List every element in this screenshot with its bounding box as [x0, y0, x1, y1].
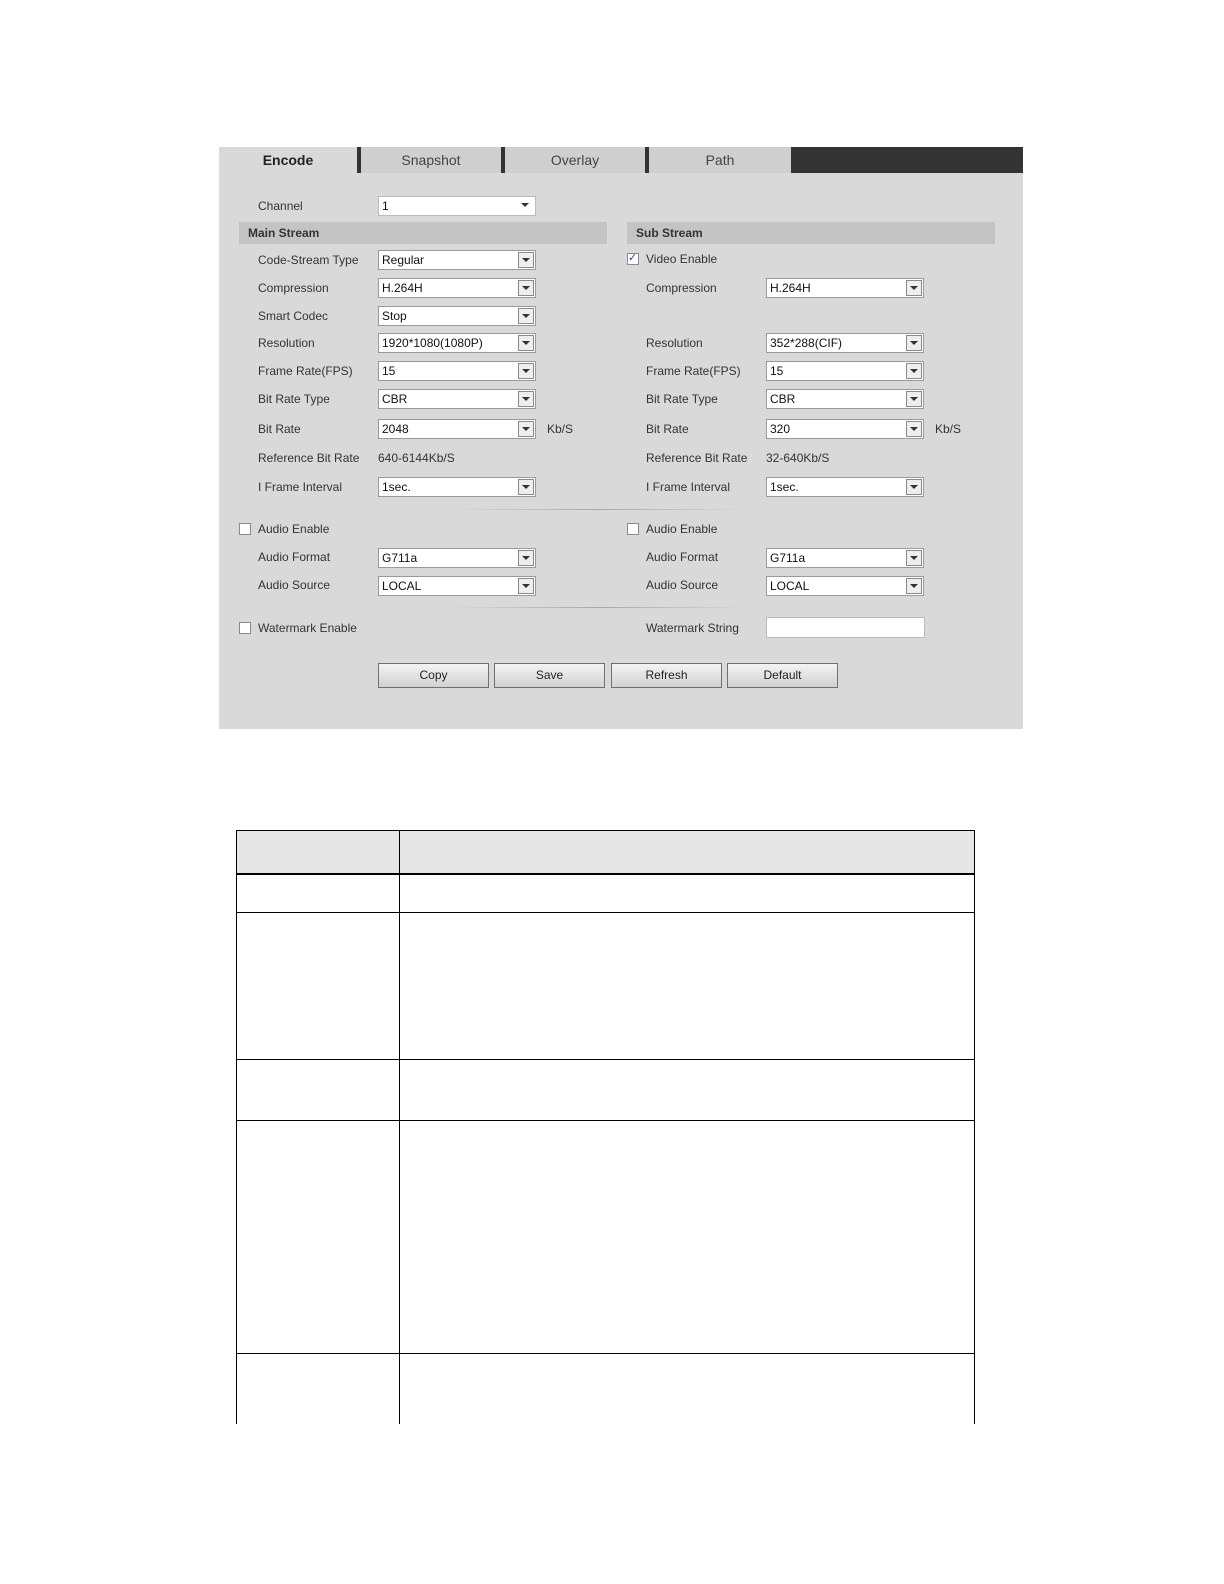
- video-enable-checkbox[interactable]: [627, 253, 639, 265]
- chevron-down-icon: [906, 421, 922, 437]
- main-frame-rate-select[interactable]: [378, 361, 536, 381]
- chevron-down-icon: [906, 391, 922, 407]
- tab-path[interactable]: Path: [649, 147, 791, 173]
- main-resolution-select[interactable]: [378, 333, 536, 353]
- sub-bit-rate-select[interactable]: [766, 419, 924, 439]
- sub-audio-enable-label: Audio Enable: [646, 522, 718, 536]
- sub-compression-value: H.264H: [770, 281, 811, 295]
- chevron-down-icon: [518, 363, 534, 379]
- main-bit-rate-label: Bit Rate: [258, 422, 301, 436]
- main-bit-rate-type-value: CBR: [382, 392, 408, 406]
- table-border: [974, 830, 975, 1424]
- main-bit-rate-unit: Kb/S: [547, 422, 574, 436]
- sub-frame-rate-label: Frame Rate(FPS): [646, 364, 741, 378]
- sub-compression-label: Compression: [646, 281, 717, 295]
- main-audio-source-label: Audio Source: [258, 578, 331, 592]
- sub-audio-source-value: LOCAL: [770, 579, 810, 593]
- main-audio-format-label: Audio Format: [258, 550, 331, 564]
- main-audio-enable-checkbox[interactable]: [239, 523, 251, 535]
- main-audio-format-select[interactable]: [378, 548, 536, 568]
- sub-resolution-value: 352*288(CIF): [770, 336, 843, 350]
- chevron-down-icon: [518, 252, 534, 268]
- sub-i-frame-interval-select[interactable]: [766, 477, 924, 497]
- table-border: [236, 912, 975, 913]
- smart-codec-value: Stop: [382, 309, 407, 323]
- table-border: [236, 830, 237, 1424]
- section-divider: [449, 607, 749, 608]
- chevron-down-icon: [906, 363, 922, 379]
- video-enable-label: Video Enable: [646, 252, 718, 266]
- copy-button[interactable]: Copy: [378, 663, 489, 688]
- smart-codec-select[interactable]: [378, 306, 536, 326]
- code-stream-type-value: Regular: [382, 253, 425, 267]
- tab-overlay[interactable]: Overlay: [505, 147, 645, 173]
- sub-bit-rate-type-label: Bit Rate Type: [646, 392, 718, 406]
- sub-bit-rate-type-value: CBR: [770, 392, 796, 406]
- main-audio-format-value: G711a: [382, 551, 418, 565]
- main-audio-source-value: LOCAL: [382, 579, 422, 593]
- chevron-down-icon: [906, 550, 922, 566]
- watermark-enable-label: Watermark Enable: [258, 621, 357, 635]
- main-audio-source-select[interactable]: [378, 576, 536, 596]
- sub-audio-source-label: Audio Source: [646, 578, 719, 592]
- chevron-down-icon: [518, 391, 534, 407]
- refresh-button[interactable]: Refresh: [611, 663, 722, 688]
- sub-reference-bit-rate-label: Reference Bit Rate: [646, 451, 748, 465]
- encode-settings-panel: [219, 147, 1023, 729]
- main-i-frame-interval-label: I Frame Interval: [258, 480, 343, 494]
- main-compression-value: H.264H: [382, 281, 423, 295]
- channel-value: 1: [382, 199, 389, 213]
- sub-audio-format-label: Audio Format: [646, 550, 719, 564]
- table-header-row: [237, 831, 974, 874]
- sub-compression-select[interactable]: [766, 278, 924, 298]
- check-icon: ✓: [628, 252, 638, 264]
- sub-reference-bit-rate-value: 32-640Kb/S: [766, 451, 830, 465]
- sub-resolution-label: Resolution: [646, 336, 703, 350]
- main-bit-rate-type-select[interactable]: [378, 389, 536, 409]
- sub-frame-rate-select[interactable]: [766, 361, 924, 381]
- sub-audio-enable-checkbox[interactable]: [627, 523, 639, 535]
- table-border: [236, 1059, 975, 1060]
- channel-label: Channel: [258, 199, 303, 213]
- table-border: [236, 1353, 975, 1354]
- sub-audio-format-select[interactable]: [766, 548, 924, 568]
- default-button[interactable]: Default: [727, 663, 838, 688]
- table-border: [236, 830, 975, 831]
- sub-bit-rate-label: Bit Rate: [646, 422, 689, 436]
- chevron-down-icon: [518, 335, 534, 351]
- sub-i-frame-interval-label: I Frame Interval: [646, 480, 731, 494]
- main-frame-rate-value: 15: [382, 364, 396, 378]
- main-resolution-value: 1920*1080(1080P): [382, 336, 483, 350]
- watermark-enable-checkbox[interactable]: [239, 622, 251, 634]
- code-stream-type-select[interactable]: [378, 250, 536, 270]
- main-frame-rate-label: Frame Rate(FPS): [258, 364, 353, 378]
- table-border: [236, 1120, 975, 1121]
- chevron-down-icon: [906, 479, 922, 495]
- sub-audio-format-value: G711a: [770, 551, 806, 565]
- main-stream-header: Main Stream: [239, 222, 607, 244]
- chevron-down-icon: [518, 280, 534, 296]
- table-border: [399, 830, 400, 1424]
- tab-snapshot[interactable]: Snapshot: [361, 147, 501, 173]
- chevron-down-icon: [518, 550, 534, 566]
- chevron-down-icon: [906, 578, 922, 594]
- watermark-string-label: Watermark String: [646, 621, 739, 635]
- table-border: [236, 873, 975, 875]
- chevron-down-icon: [518, 479, 534, 495]
- main-bit-rate-value: 2048: [382, 422, 409, 436]
- main-resolution-label: Resolution: [258, 336, 315, 350]
- code-stream-type-label: Code-Stream Type: [258, 253, 359, 267]
- main-bit-rate-type-label: Bit Rate Type: [258, 392, 330, 406]
- sub-resolution-select[interactable]: [766, 333, 924, 353]
- main-compression-label: Compression: [258, 281, 329, 295]
- smart-codec-label: Smart Codec: [258, 309, 329, 323]
- sub-i-frame-interval-value: 1sec.: [770, 480, 799, 494]
- sub-bit-rate-unit: Kb/S: [935, 422, 962, 436]
- tab-encode[interactable]: Encode: [219, 147, 357, 173]
- sub-audio-source-select[interactable]: [766, 576, 924, 596]
- chevron-down-icon: [518, 198, 534, 214]
- main-reference-bit-rate-label: Reference Bit Rate: [258, 451, 360, 465]
- main-bit-rate-select[interactable]: [378, 419, 536, 439]
- save-button[interactable]: Save: [494, 663, 605, 688]
- chevron-down-icon: [906, 335, 922, 351]
- watermark-string-input[interactable]: [766, 617, 925, 638]
- channel-select[interactable]: [378, 196, 536, 216]
- chevron-down-icon: [518, 308, 534, 324]
- sub-stream-header: Sub Stream: [627, 222, 995, 244]
- sub-frame-rate-value: 15: [770, 364, 784, 378]
- sub-bit-rate-type-select[interactable]: [766, 389, 924, 409]
- main-reference-bit-rate-value: 640-6144Kb/S: [378, 451, 455, 465]
- main-i-frame-interval-select[interactable]: [378, 477, 536, 497]
- chevron-down-icon: [518, 578, 534, 594]
- main-audio-enable-label: Audio Enable: [258, 522, 330, 536]
- chevron-down-icon: [518, 421, 534, 437]
- chevron-down-icon: [906, 280, 922, 296]
- section-divider: [449, 509, 749, 510]
- main-i-frame-interval-value: 1sec.: [382, 480, 411, 494]
- main-compression-select[interactable]: [378, 278, 536, 298]
- sub-bit-rate-value: 320: [770, 422, 791, 436]
- tab-bar: [219, 147, 1023, 173]
